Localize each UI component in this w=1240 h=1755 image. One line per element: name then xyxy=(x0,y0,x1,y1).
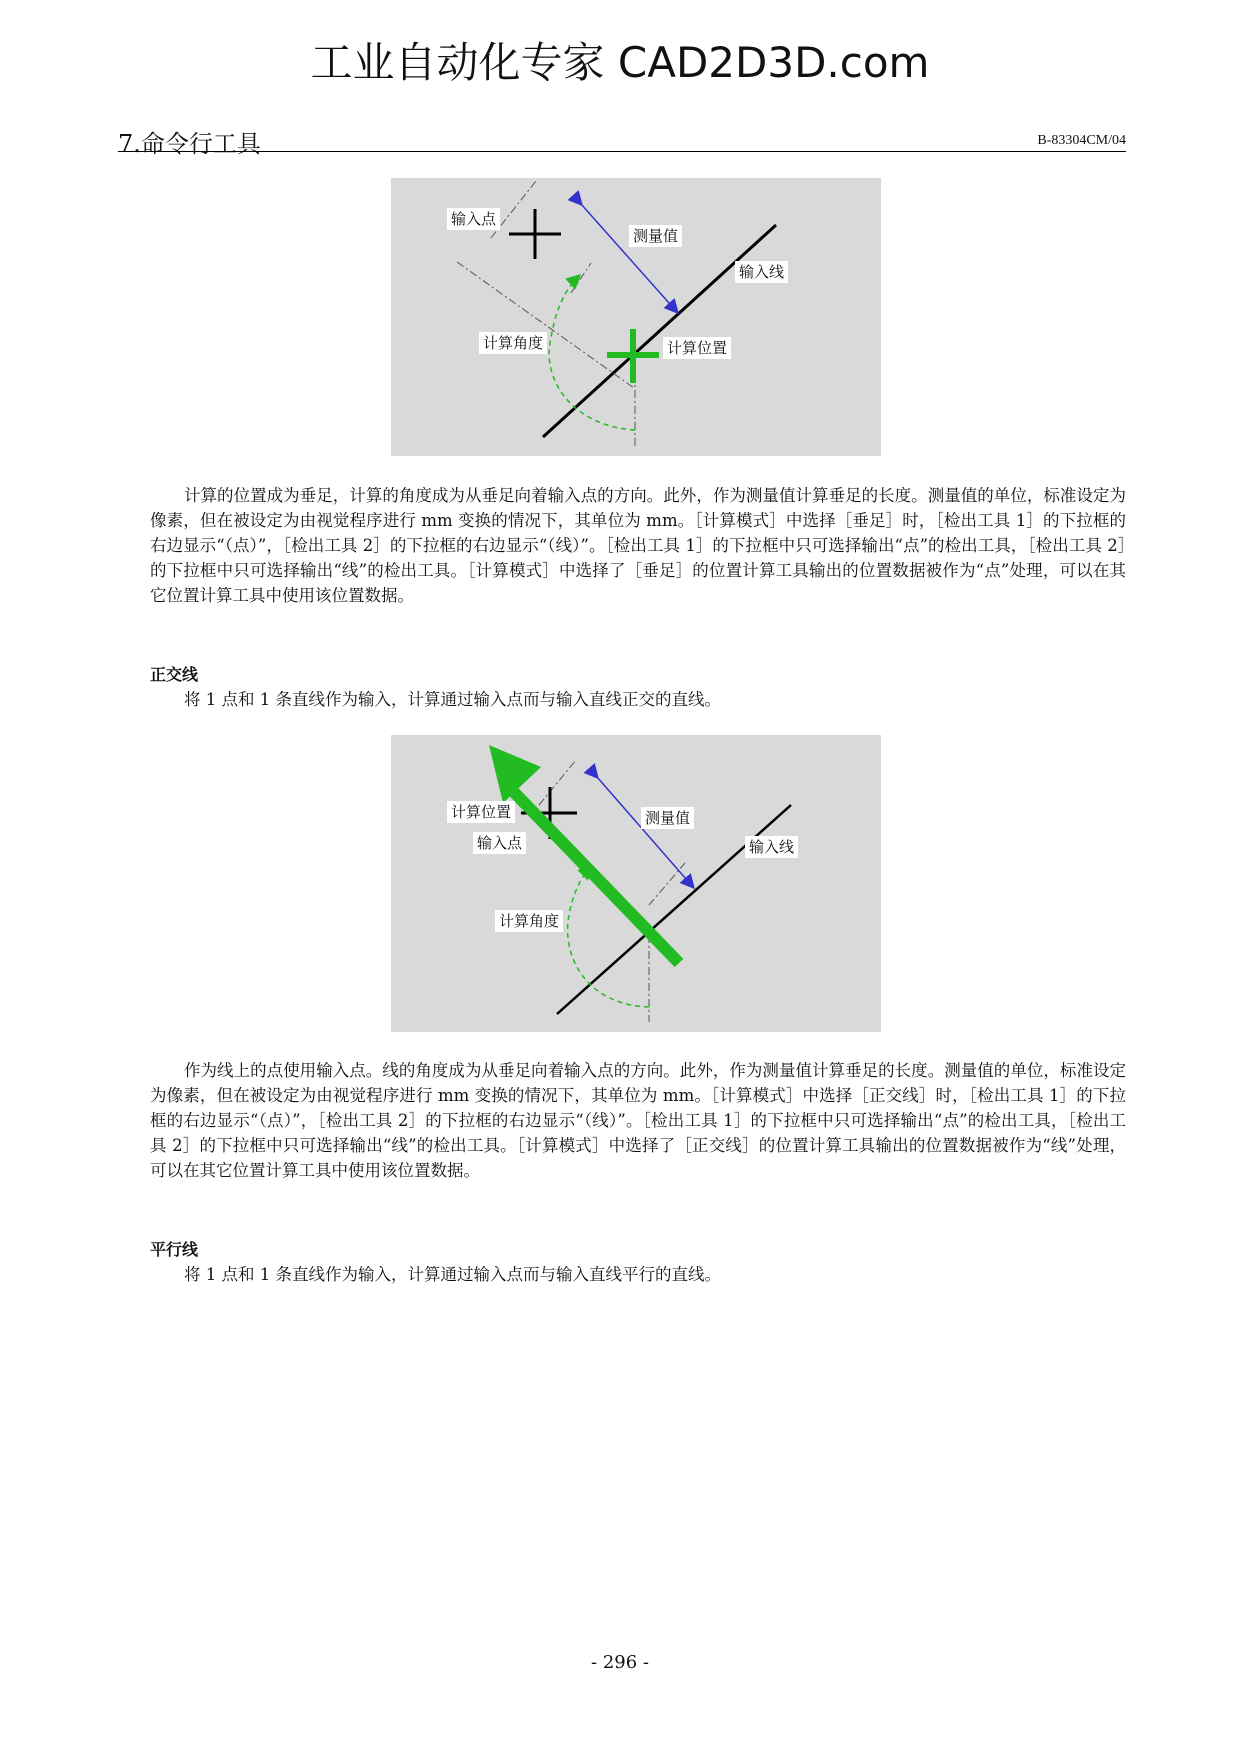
label-input-line: 输入线 xyxy=(735,261,788,283)
intro-orthogonal-line: 将 1 点和 1 条直线作为输入，计算通过输入点而与输入直线正交的直线。 xyxy=(184,690,721,709)
perpendicular-guide xyxy=(457,262,634,388)
label-input-point: 输入点 xyxy=(447,208,500,230)
label-calc-position: 计算位置 xyxy=(447,801,515,823)
watermark-title: 工业自动化专家 CAD2D3D.com xyxy=(310,38,930,87)
measure-arrow xyxy=(597,777,693,887)
figure-orthogonal-line xyxy=(391,735,881,1032)
extension-guide-mid xyxy=(649,863,685,905)
label-measure: 测量值 xyxy=(641,807,694,829)
heading-orthogonal-line: 正交线 xyxy=(150,665,199,684)
label-calc-angle: 计算角度 xyxy=(495,910,563,932)
heading-parallel-line: 平行线 xyxy=(150,1240,199,1259)
input-line xyxy=(543,225,776,437)
extension-guide-mid xyxy=(571,263,591,293)
label-calc-angle: 计算角度 xyxy=(479,332,547,354)
header-rule xyxy=(118,151,1126,152)
page-number: - 296 - xyxy=(591,1652,649,1673)
label-measure: 测量值 xyxy=(629,225,682,247)
figure2-diagram xyxy=(391,735,881,1032)
extension-guide-top xyxy=(539,760,576,805)
label-input-line: 输入线 xyxy=(745,836,798,858)
label-input-point: 输入点 xyxy=(473,832,526,854)
paragraph-orthogonal: 作为线上的点使用输入点。线的角度成为从垂足向着输入点的方向。此外，作为测量值计算垂足的长度。测量值的单位，标准设定为像素，但在被设定为由视觉程序进行 mm 变换的情况下，其单位为 mm。［计算模式］中选择［正交线］时，［检出工具 1］的下拉框的右边显示“（点）”，［检出工具 2］的下拉框的右边显示“（线）”。［检出工具 1］的下拉框中只可选择输出“点”的检出工具，［检出工具 2］的下拉框中只可选择输出“线”的检出工具。［计算模式］中选择了［正交线］的位置计算工具输出的位置数据被作为“线”处理，可以在其它位置计算工具中使用该位置数据。 xyxy=(150,1061,1126,1180)
chapter-title: 7.命令行工具 xyxy=(118,130,261,158)
measure-arrow xyxy=(581,204,677,312)
paragraph-perpendicular: 计算的位置成为垂足，计算的角度成为从垂足向着输入点的方向。此外，作为测量值计算垂足的长度。测量值的单位，标准设定为像素，但在被设定为由视觉程序进行 mm 变换的情况下，其单位为 mm。［计算模式］中选择［垂足］时，［检出工具 1］的下拉框的右边显示“（点）”，［检出工具 2］的下拉框的右边显示“（线）”。［检出工具 1］的下拉框中只可选择输出“点”的检出工具，［检出工具 2］的下拉框中只可选择输出“线”的检出工具。［计算模式］中选择了［垂足］的位置计算工具输出的位置数据被作为“点”处理，可以在其它位置计算工具中使用该位置数据。 xyxy=(150,486,1126,605)
intro-parallel-line: 将 1 点和 1 条直线作为输入，计算通过输入点而与输入直线平行的直线。 xyxy=(184,1265,721,1284)
document-number: B-83304CM/04 xyxy=(1037,133,1126,148)
label-calc-position: 计算位置 xyxy=(663,337,731,359)
figure-perpendicular-foot xyxy=(391,178,881,456)
